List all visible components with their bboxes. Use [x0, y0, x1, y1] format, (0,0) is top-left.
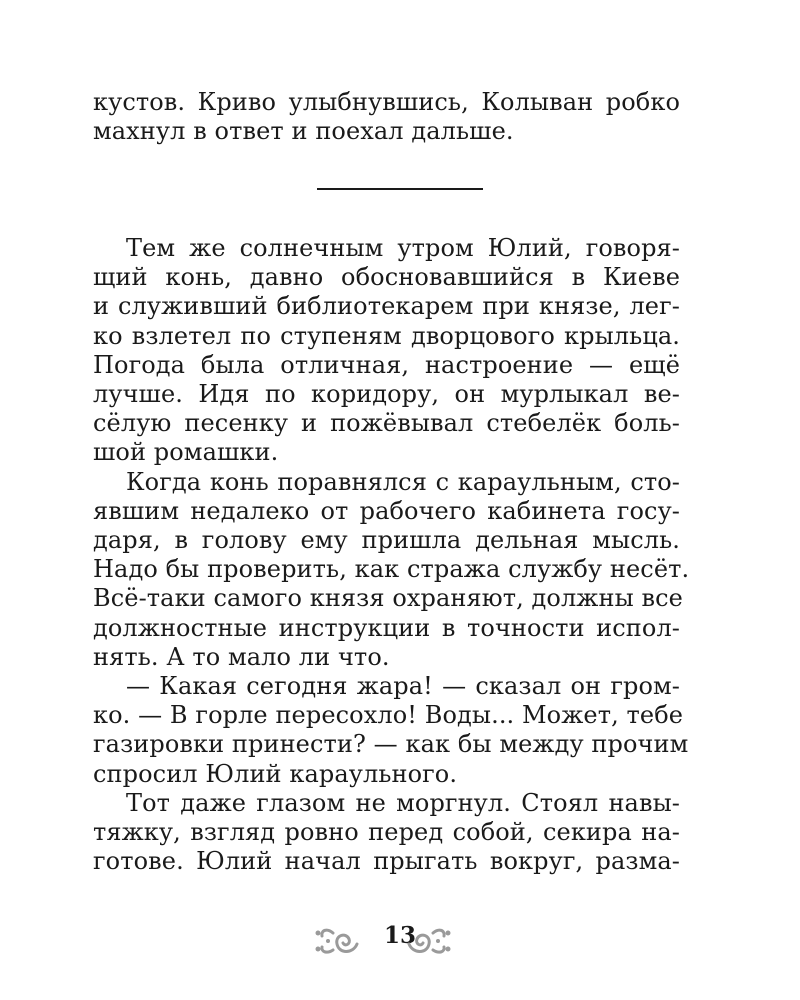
text-line: — Какая сегодня жара! — сказал он гром- — [126, 672, 680, 701]
text-line: газировки принести? — как бы между прочим — [93, 730, 689, 759]
text-line: щий конь, давно обосновавшийся в Киеве — [93, 263, 680, 292]
text-line: должностные инструкции в точности испол- — [93, 613, 680, 642]
paragraph — [93, 672, 689, 789]
section-separator — [317, 188, 483, 190]
paragraph — [93, 234, 680, 468]
text-line: кустов. Криво улыбнувшись, Колыван робко — [93, 88, 680, 116]
text-line: Надо бы проверить, как стража службу несёт. — [93, 555, 690, 584]
paragraph — [93, 467, 690, 672]
text-line: даря, в голову ему пришла дельная мысль. — [93, 526, 680, 555]
swirl-ornament-left-icon — [313, 924, 359, 962]
text-line: нять. А то мало ли что. — [93, 642, 390, 671]
text-line: спросил Юлий караульного. — [93, 759, 458, 788]
text-line: явшим недалеко от рабочего кабинета госу- — [93, 496, 680, 525]
text-line: Тот даже глазом не моргнул. Стоял навы- — [126, 788, 680, 817]
paragraph — [93, 789, 680, 877]
text-line: тяжку, взгляд ровно перед собой, секира на- — [93, 818, 680, 847]
text-line: сёлую песенку и пожёвывал стебелёк боль- — [93, 409, 680, 438]
text-line: Когда конь поравнялся с караульным, сто- — [126, 467, 680, 496]
text-line: лучше. Идя по коридору, он мурлыкал ве- — [93, 380, 680, 409]
text-line: махнул в ответ и поехал дальше. — [93, 117, 514, 146]
text-line: и служивший библиотекарем при князе, лег- — [93, 292, 680, 321]
text-line: Всё-таки самого князя охраняют, должны все — [93, 584, 683, 613]
text-line: ко. — В горле пересохло! Воды... Может, тебе — [93, 701, 684, 730]
text-line: Тем же солнечным утром Юлий, говоря- — [126, 234, 680, 262]
main-text — [93, 234, 690, 876]
text-line: шой ромашки. — [93, 438, 279, 467]
swirl-ornament-right-icon — [407, 924, 453, 962]
text-line: готове. Юлий начал прыгать вокруг, разма- — [93, 847, 680, 876]
page-footer — [0, 918, 800, 958]
page-number: 13 — [383, 922, 416, 949]
continued-paragraph — [93, 88, 680, 146]
text-line: ко взлетел по ступеням дворцового крыльца. — [93, 321, 680, 350]
text-line: Погода была отличная, настроение — ещё — [93, 350, 680, 379]
